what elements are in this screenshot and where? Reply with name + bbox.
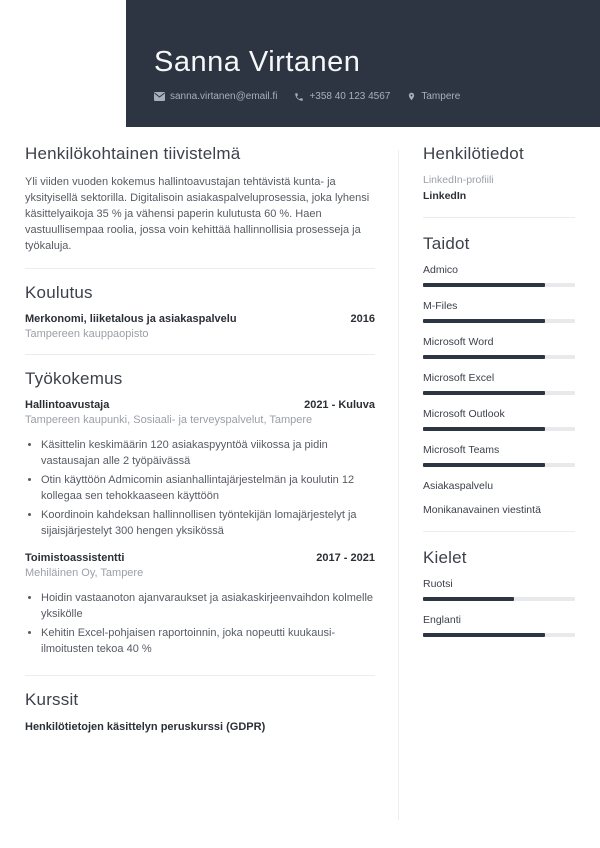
skills-section xyxy=(423,234,575,516)
skill-name: Monikanavainen viestintä xyxy=(423,504,541,516)
job-bullet: • Käsittelin keskimäärin 120 asiakaspyyntöä viikossa ja pidin vastausajan alle 2 työpäivässä xyxy=(41,438,375,469)
skill-name: M-Files xyxy=(423,300,458,312)
main-column xyxy=(25,144,375,735)
skill-name: Asiakaspalvelu xyxy=(423,480,494,492)
job-bullet: • Otin käyttöön Admicomin asianhallintajärjestelmän ja koulutin 12 kollegaa sen tehokkaaseen käyttöön xyxy=(41,473,375,504)
summary-title: Henkilökohtainen tiivistelmä xyxy=(25,144,241,163)
job-bullets xyxy=(41,438,375,539)
email-icon xyxy=(154,92,165,101)
section-divider xyxy=(25,675,375,676)
skill-item xyxy=(423,444,575,467)
sidebar-column xyxy=(423,144,575,650)
language-item xyxy=(423,614,575,637)
job-bullet: • Hoidin vastaanoton ajanvaraukset ja asiakaskirjeenvaihdon kolmelle yksikölle xyxy=(41,591,375,622)
skill-name: Microsoft Word xyxy=(423,336,494,348)
skill-bar xyxy=(423,391,575,395)
contact-phone-text: +358 40 123 4567 xyxy=(309,91,391,102)
header-banner xyxy=(126,0,600,127)
skill-item xyxy=(423,372,575,395)
job-item xyxy=(25,399,375,539)
job-role: Hallintoavustaja xyxy=(25,399,110,411)
skill-bar xyxy=(423,355,575,359)
skill-item xyxy=(423,336,575,359)
courses-title: Kurssit xyxy=(25,690,79,709)
location-icon xyxy=(407,91,416,102)
skill-item xyxy=(423,264,575,287)
phone-icon xyxy=(294,92,304,102)
school-name: Tampereen kauppaopisto xyxy=(25,328,149,340)
skill-bar xyxy=(423,283,575,287)
course-name: Henkilötietojen käsittelyn peruskurssi (GDPR) xyxy=(25,721,266,733)
language-bar xyxy=(423,597,575,601)
contact-row xyxy=(154,91,460,102)
skill-name: Microsoft Outlook xyxy=(423,408,505,420)
column-divider xyxy=(398,150,399,820)
languages-title: Kielet xyxy=(423,548,467,567)
summary-section xyxy=(25,144,375,268)
languages-section xyxy=(423,548,575,637)
language-bar xyxy=(423,633,575,637)
degree-title: Merkonomi, liiketalous ja asiakaspalvelu xyxy=(25,313,237,325)
skill-name: Admico xyxy=(423,264,459,276)
contact-email xyxy=(154,91,277,102)
contact-phone xyxy=(294,91,390,102)
job-item xyxy=(25,552,375,657)
skills-title: Taidot xyxy=(423,234,470,253)
skill-bar xyxy=(423,427,575,431)
job-bullets xyxy=(41,591,375,657)
job-date: 2017 - 2021 xyxy=(316,552,375,564)
contact-location-text: Tampere xyxy=(421,91,461,102)
linkedin-link[interactable]: LinkedIn xyxy=(423,190,467,202)
skill-name: Microsoft Excel xyxy=(423,372,495,384)
candidate-name: Sanna Virtanen xyxy=(154,46,361,78)
section-divider xyxy=(423,217,575,218)
language-name: Ruotsi xyxy=(423,578,453,590)
job-org: Mehiläinen Oy, Tampere xyxy=(25,567,144,579)
section-divider xyxy=(25,354,375,355)
summary-text: Yli viiden vuoden kokemus hallintoavustajan tehtävistä kunta- ja yksityisellä sektorilla. Digitalisoin asiakaspalveluprosessia, joka lyhensi käsittelyaikoja 35 % ja vähensi paperin kulutusta 60 %. Haen vastuullisempaa roolia, jossa voin kehittää hallinnollisia prosesseja ja työkaluja. xyxy=(25,176,370,252)
education-section xyxy=(25,283,375,354)
job-date: 2021 - Kuluva xyxy=(304,399,375,411)
job-org: Tampereen kaupunki, Sosiaali- ja terveyspalvelut, Tampere xyxy=(25,414,313,426)
courses-section xyxy=(25,690,375,735)
education-title: Koulutus xyxy=(25,283,93,302)
job-bullet: • Koordinoin kahdeksan hallinnollisen työntekijän lomajärjestelyt ja sijaisjärjestelyt 300 hengen yksikössä xyxy=(41,508,375,539)
language-item xyxy=(423,578,575,601)
contact-email-text: sanna.virtanen@email.fi xyxy=(170,91,278,102)
skill-item xyxy=(423,408,575,431)
education-item xyxy=(25,313,375,340)
experience-section xyxy=(25,369,375,675)
details-section xyxy=(423,144,575,202)
skill-bar xyxy=(423,319,575,323)
section-divider xyxy=(25,268,375,269)
skill-item xyxy=(423,300,575,323)
skill-name: Microsoft Teams xyxy=(423,444,500,456)
job-role: Toimistoassistentti xyxy=(25,552,125,564)
linkedin-label: LinkedIn-profiili xyxy=(423,174,494,186)
degree-date: 2016 xyxy=(350,313,375,325)
details-title: Henkilötiedot xyxy=(423,144,524,163)
skill-bar xyxy=(423,463,575,467)
section-divider xyxy=(423,531,575,532)
experience-title: Työkokemus xyxy=(25,369,123,388)
job-bullet: • Kehitin Excel-pohjaisen raportoinnin, joka nopeutti kuukausi-ilmoitusten tekoa 40 % xyxy=(41,626,375,657)
language-name: Englanti xyxy=(423,614,461,626)
contact-location xyxy=(407,91,460,102)
